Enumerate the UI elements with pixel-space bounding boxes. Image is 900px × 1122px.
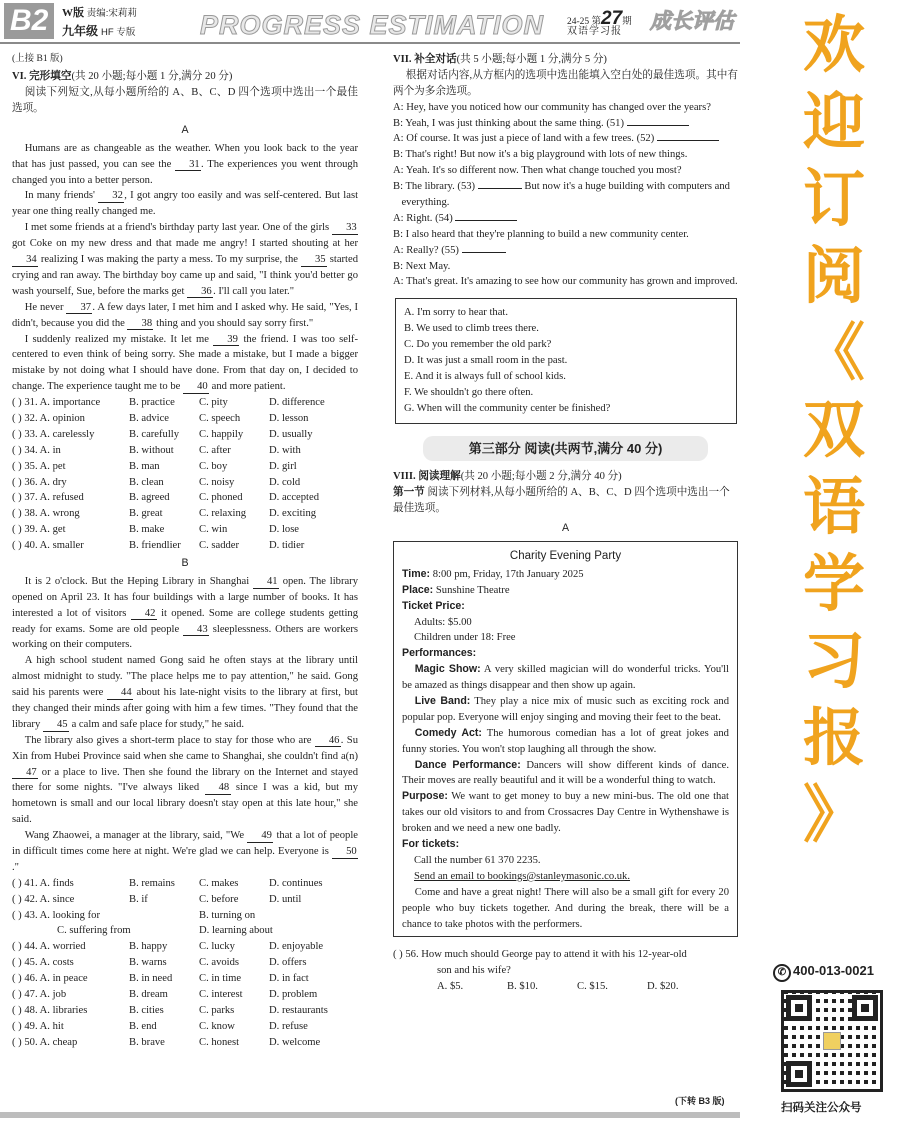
dialogue-line: A: Yeah. It's so different now. Then what change touched you most? bbox=[393, 165, 682, 177]
option-row: ( ) 31. A. importance B. practice C. pity D. difference bbox=[12, 397, 325, 409]
slogan-char: 阅 bbox=[802, 239, 865, 312]
option-row: ( ) 38. A. wrong B. great C. relaxing D. exciting bbox=[12, 508, 317, 520]
option-row: ( ) 48. A. libraries B. cities C. parks D. restaurants bbox=[12, 1004, 328, 1016]
question-56: ( ) 56. How much should George pay to attend it with his 12-year-old son and his wife? A. $5. B. $10. C. $15. D. $20. bbox=[393, 947, 738, 995]
slogan-char: 》 bbox=[802, 778, 865, 851]
section6-heading: VI. 完形填空(共 20 小题;每小题 1 分,满分 20 分) bbox=[12, 71, 233, 83]
q56-options: A. $5. B. $10. C. $15. D. $20. bbox=[437, 981, 679, 993]
dialogue-line: A: Right. (54) bbox=[393, 211, 738, 227]
right-column bbox=[393, 52, 738, 995]
box-option: C. Do you remember the old park? bbox=[404, 339, 552, 351]
page-code: B2 bbox=[4, 3, 54, 39]
qr-code[interactable] bbox=[781, 990, 883, 1092]
closing-text: Come and have a great night! There will also be a small gift for every 20 people who buy tickets together. And during the break, there will be a chance to take photos with the performers. bbox=[402, 886, 729, 930]
dialogue-line: A: Hey, have you noticed how our community has changed over the years? bbox=[393, 101, 711, 113]
box-option: D. It was just a small room in the past. bbox=[404, 355, 568, 367]
tickets-heading: For tickets: bbox=[402, 838, 460, 851]
passage-a-para: He never 37. A few days later, I met him and I asked why. He said, "Yes, I didn't, because you did the 38 thing and you should say sorry first." bbox=[12, 301, 358, 329]
option-row: ( ) 34. A. in B. without C. after D. with bbox=[12, 444, 301, 456]
option-row: ( ) 46. A. in peace B. in need C. in time D. in fact bbox=[12, 973, 309, 985]
section7-heading: VII. 补全对话(共 5 小题;每小题 1 分,满分 5 分) bbox=[393, 54, 607, 65]
slogan-char: 订 bbox=[802, 162, 865, 235]
phone-number: ✆ 400-013-0021 bbox=[773, 961, 874, 982]
party-time: Time: 8:00 pm, Friday, 17th January 2025 bbox=[402, 567, 584, 580]
box-option: B. We used to climb trees there. bbox=[404, 323, 539, 335]
passage-a-para: Humans are as changeable as the weather. When you look back to the year that has just passed, you can see the 31. The experiences you went through changed you into a better person. bbox=[12, 142, 359, 186]
slogan-char: 欢 bbox=[802, 8, 865, 81]
edition: HF 专版 bbox=[101, 27, 136, 38]
option-row: ( ) 49. A. hit B. end C. know D. refuse bbox=[12, 1020, 308, 1032]
option-row: ( ) 47. A. job B. dream C. interest D. problem bbox=[12, 989, 318, 1001]
option-row: ( ) 33. A. carelessly B. carefully C. happily D. usually bbox=[12, 428, 313, 440]
passage-b-para: Wang Zhaowei, a manager at the library, said, "We 49 that a lot of people in difficult times come here at night. We're glad we can help. Everyone is 50." bbox=[12, 830, 358, 873]
subscribe-slogan bbox=[772, 6, 896, 853]
ticket-heading: Ticket Price: bbox=[402, 599, 465, 612]
slogan-char: 报 bbox=[802, 701, 865, 774]
banner-title: PROGRESS ESTIMATION bbox=[200, 10, 545, 40]
dialogue-line: A: Of course. It was just a piece of land with a few trees. (52) bbox=[393, 131, 738, 147]
child-price: Children under 18: Free bbox=[414, 632, 516, 644]
passage-b-para: The library also gives a short-term place to stay for those who are 46. Su Xin from Hubei Province said when she came to Shanghai, she couldn't find a(n) 47 or a place to live. Then she found the library on the Internet and stayed there for some nights. "I've always liked 48 since I was a kid, but my hometown is small and our local library doesn't stay open at this late hour," she said. bbox=[12, 734, 358, 826]
version-line bbox=[62, 5, 137, 22]
dialogue-line: B: I also heard that they're planning to build a new community center. bbox=[393, 228, 689, 240]
section-title: 成长评估 bbox=[650, 10, 734, 33]
dialogue-line: A: That's great. It's amazing to see how our community has grown and improved. bbox=[393, 276, 738, 288]
continued-note: (上接 B1 版) bbox=[12, 54, 63, 64]
option-row: ( ) 43. A. looking for B. turning on bbox=[12, 909, 256, 921]
party-title: Charity Evening Party bbox=[509, 549, 622, 562]
slogan-char: 习 bbox=[802, 624, 865, 697]
option-row: ( ) 40. A. smaller B. friendlier C. sadder D. tidier bbox=[12, 540, 305, 552]
left-column bbox=[12, 52, 358, 1051]
box-option: E. And it is always full of school kids. bbox=[404, 370, 566, 382]
option-row: C. suffering from D. learning about bbox=[57, 925, 273, 937]
perf-comedy: Comedy Act: The humorous comedian has a lot of great jokes and funny stories. You won't stop laughing all through the show. bbox=[402, 726, 729, 755]
slogan-char: 双 bbox=[802, 393, 865, 466]
passage-a-label: A bbox=[561, 521, 570, 534]
slogan-char: 学 bbox=[802, 547, 865, 620]
option-row: ( ) 32. A. opinion B. advice C. speech D. lesson bbox=[12, 412, 309, 424]
passage-b-para: It is 2 o'clock. But the Heping Library in Shanghai 41 open. The library opened on April 23. It has four buildings with a large number of books. It has interested a lot of visitors 42 it opened. Some are college students getting ready for exams. Some are old people 43 sleeplessness. Others are workers working on their computers. bbox=[12, 575, 358, 651]
qr-caption: 扫码关注公众号 bbox=[781, 1102, 862, 1114]
box-option: F. We shouldn't go there often. bbox=[404, 386, 534, 398]
paper-name: 双语学习报 bbox=[567, 26, 622, 37]
option-row: ( ) 42. A. since B. if C. before D. until bbox=[12, 893, 302, 905]
issue-number: 24-25 第27期 bbox=[567, 8, 632, 29]
section8-instructions: 第一节 阅读下列材料,从每小题所给的 A、B、C、D 四个选项中选出一个最佳选项。 bbox=[393, 486, 730, 514]
party-place: Place: Sunshine Theatre bbox=[402, 583, 510, 596]
page-header bbox=[0, 0, 740, 44]
slogan-char: 语 bbox=[802, 470, 865, 543]
passage-a-para: In many friends' 32, I got angry too easily and was self-centered. But last year one thing really changed me. bbox=[12, 190, 359, 218]
perf-magic: Magic Show: A very skilled magician will do wonderful tricks. You'll be amazed as things disappear and then show up again. bbox=[402, 663, 729, 692]
options-b bbox=[12, 939, 358, 1050]
perf-dance: Dance Performance: Dancers will show different kinds of dance. Their moves are really beautiful and it will be a wonderful thing to watch. bbox=[402, 758, 729, 787]
part3-banner: 第三部分 阅读(共两节,满分 40 分) bbox=[423, 436, 708, 462]
section6-instructions: 阅读下列短文,从每小题所给的 A、B、C、D 四个选项中选出一个最佳选项。 bbox=[12, 87, 358, 115]
passage-b-label: B bbox=[181, 556, 189, 569]
dialogue-line: B: The library. (53) But now it's a huge building with computers and everything. bbox=[393, 181, 730, 209]
passage-a-para: I met some friends at a friend's birthday party last year. One of the girls 33 got Coke on my new dress and that made me angry! I started shouting at her 34 realizing I was making the party a mess. To my surprise, the 35 started crying and ran away. The birthday boy came up and said, "I think you'd better go wash yourself, Sue, before the marks get 36. I'll call you later." bbox=[12, 222, 358, 297]
continued-to: (下转 B3 版) bbox=[675, 1096, 725, 1106]
footer-rule bbox=[0, 1112, 740, 1118]
option-row: ( ) 45. A. costs B. warns C. avoids D. offers bbox=[12, 957, 307, 969]
passage-a-label: A bbox=[181, 123, 189, 136]
options-box bbox=[395, 298, 737, 423]
perf-band: Live Band: They play a nice mix of music such as exciting rock and popular pop. Everyone will enjoy singing and moving their feet to the beat. bbox=[402, 695, 729, 723]
section8-heading: VIII. 阅读理解(共 20 小题;每小题 2 分,满分 40 分) bbox=[393, 471, 622, 483]
passage-a-para: I suddenly realized my mistake. It let me 39 the friend. I was too self-centered to even think of being sorry. She made a mistake, but I made a bigger mistake by not doing what I should have done. From that day on, I decided to change. The experience taught me to be 40 and more patient. bbox=[12, 333, 358, 393]
email-link[interactable]: Send an email to bookings@stanleymasonic.co.uk. bbox=[414, 870, 631, 882]
party-notice bbox=[393, 541, 738, 938]
slogan-char: 迎 bbox=[802, 85, 865, 158]
call-line: Call the number 61 370 2235. bbox=[414, 854, 541, 866]
adult-price: Adults: $5.00 bbox=[414, 616, 472, 628]
dialogue-line: B: Yeah, I was just thinking about the same thing. (51) bbox=[393, 116, 738, 132]
passage-b-para: A high school student named Gong said he often stays at the library until almost midnight to study. "The place helps me to pay attention," he said. Gong said his parents were 44 about his late-night visits to the library at first, but they changed their minds after going with him a few times. "They found that the library 45 a calm and safe place for study," he said. bbox=[12, 655, 358, 730]
option-row: ( ) 44. A. worried B. happy C. lucky D. enjoyable bbox=[12, 941, 324, 953]
grade-line bbox=[62, 22, 135, 40]
box-option: G. When will the community center be finished? bbox=[404, 402, 611, 414]
options-a bbox=[12, 395, 358, 554]
option-row: ( ) 50. A. cheap B. brave C. honest D. welcome bbox=[12, 1036, 321, 1048]
slogan-char: 《 bbox=[802, 316, 865, 389]
option-row: ( ) 39. A. get B. make C. win D. lose bbox=[12, 524, 300, 536]
box-option: A. I'm sorry to hear that. bbox=[404, 307, 508, 319]
option-row: ( ) 36. A. dry B. clean C. noisy D. cold bbox=[12, 476, 301, 488]
option-row: ( ) 41. A. finds B. remains C. makes D. continues bbox=[12, 877, 323, 889]
option-row: ( ) 37. A. refused B. agreed C. phoned D. accepted bbox=[12, 492, 319, 504]
performances-heading: Performances: bbox=[402, 647, 477, 660]
option-row: ( ) 35. A. pet B. man C. boy D. girl bbox=[12, 460, 297, 472]
version: W版 bbox=[62, 7, 84, 19]
purpose: Purpose: We want to get money to buy a new mini-bus. The old one that takes our old visitors to and from Crossacres Day Centre in Wythenshawe is broken and we need a new one badly. bbox=[402, 790, 729, 835]
dialogue-line: B: Next May. bbox=[393, 260, 451, 272]
dialogue-line: A: Really? (55) bbox=[393, 243, 738, 259]
section7-instructions: 根据对话内容,从方框内的选项中选出能填入空白处的最佳选项。其中有两个为多余选项。 bbox=[393, 69, 738, 97]
dialogue-line: B: That's right! But now it's a big playground with lots of new things. bbox=[393, 149, 688, 161]
editor: 责编:宋莉莉 bbox=[86, 8, 137, 19]
phone-icon: ✆ bbox=[773, 964, 791, 982]
grade: 九年级 bbox=[62, 24, 99, 38]
qr-logo-icon bbox=[823, 1032, 841, 1050]
